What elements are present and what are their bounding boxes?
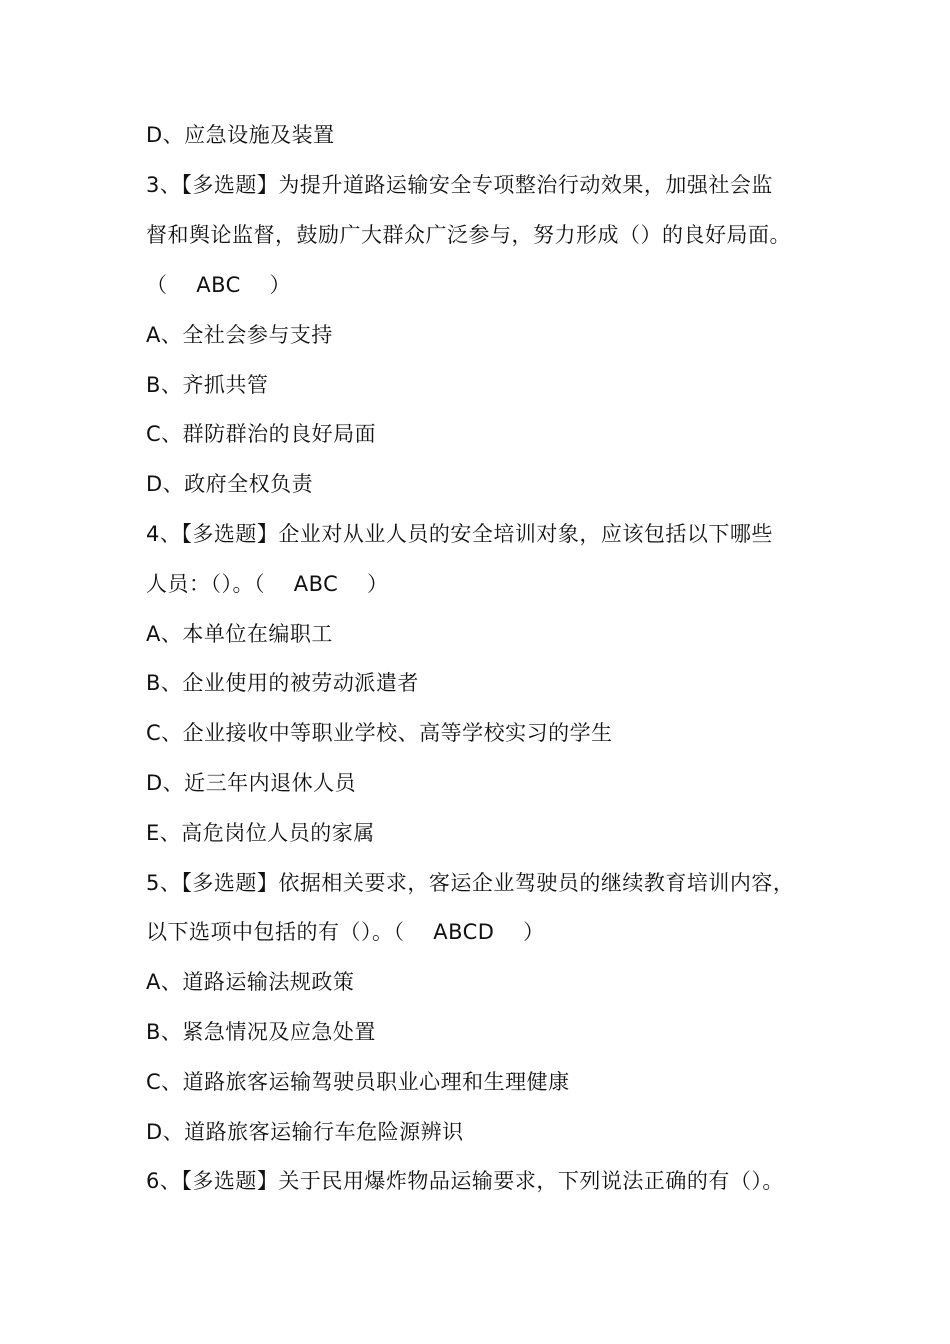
question-4-option-c: C、企业接收中等职业学校、高等学校实习的学生 xyxy=(146,721,613,745)
question-3-option-b: B、齐抓共管 xyxy=(146,373,269,397)
question-4-option-e: E、高危岗位人员的家属 xyxy=(146,821,375,845)
question-3-option-d: D、政府全权负责 xyxy=(146,472,314,496)
question-4-line-2: 人员：（）。（ ABC ） xyxy=(146,572,389,596)
question-5-option-a: A、道路运输法规政策 xyxy=(146,970,355,994)
question-5-line-1: 5、【多选题】依据相关要求，客运企业驾驶员的继续教育培训内容， xyxy=(146,871,795,895)
question-5-option-c: C、道路旅客运输驾驶员职业心理和生理健康 xyxy=(146,1070,570,1094)
question-3-line-1: 3、【多选题】为提升道路运输安全专项整治行动效果，加强社会监 xyxy=(146,173,773,197)
question-3-option-a: A、全社会参与支持 xyxy=(146,323,333,347)
question-3-option-c: C、群防群治的良好局面 xyxy=(146,422,377,446)
question-4-option-b: B、企业使用的被劳动派遣者 xyxy=(146,671,419,695)
question-5-option-d: D、道路旅客运输行车危险源辨识 xyxy=(146,1120,464,1144)
question-4-line-1: 4、【多选题】企业对从业人员的安全培训对象，应该包括以下哪些 xyxy=(146,522,773,546)
question-6-line-1: 6、【多选题】关于民用爆炸物品运输要求，下列说法正确的有（）。 xyxy=(146,1169,784,1193)
question-5-option-b: B、紧急情况及应急处置 xyxy=(146,1020,376,1044)
question-3-line-2: 督和舆论监督，鼓励广大群众广泛参与，努力形成（）的良好局面。 xyxy=(146,223,791,247)
question-4-option-a: A、本单位在编职工 xyxy=(146,622,333,646)
question-4-option-d: D、近三年内退休人员 xyxy=(146,771,357,795)
question-5-line-2: 以下选项中包括的有（）。（ ABCD ） xyxy=(146,920,545,944)
question-3-answer: （ ABC ） xyxy=(146,273,291,297)
option-3-d-prev: D、应急设施及装置 xyxy=(146,123,335,147)
